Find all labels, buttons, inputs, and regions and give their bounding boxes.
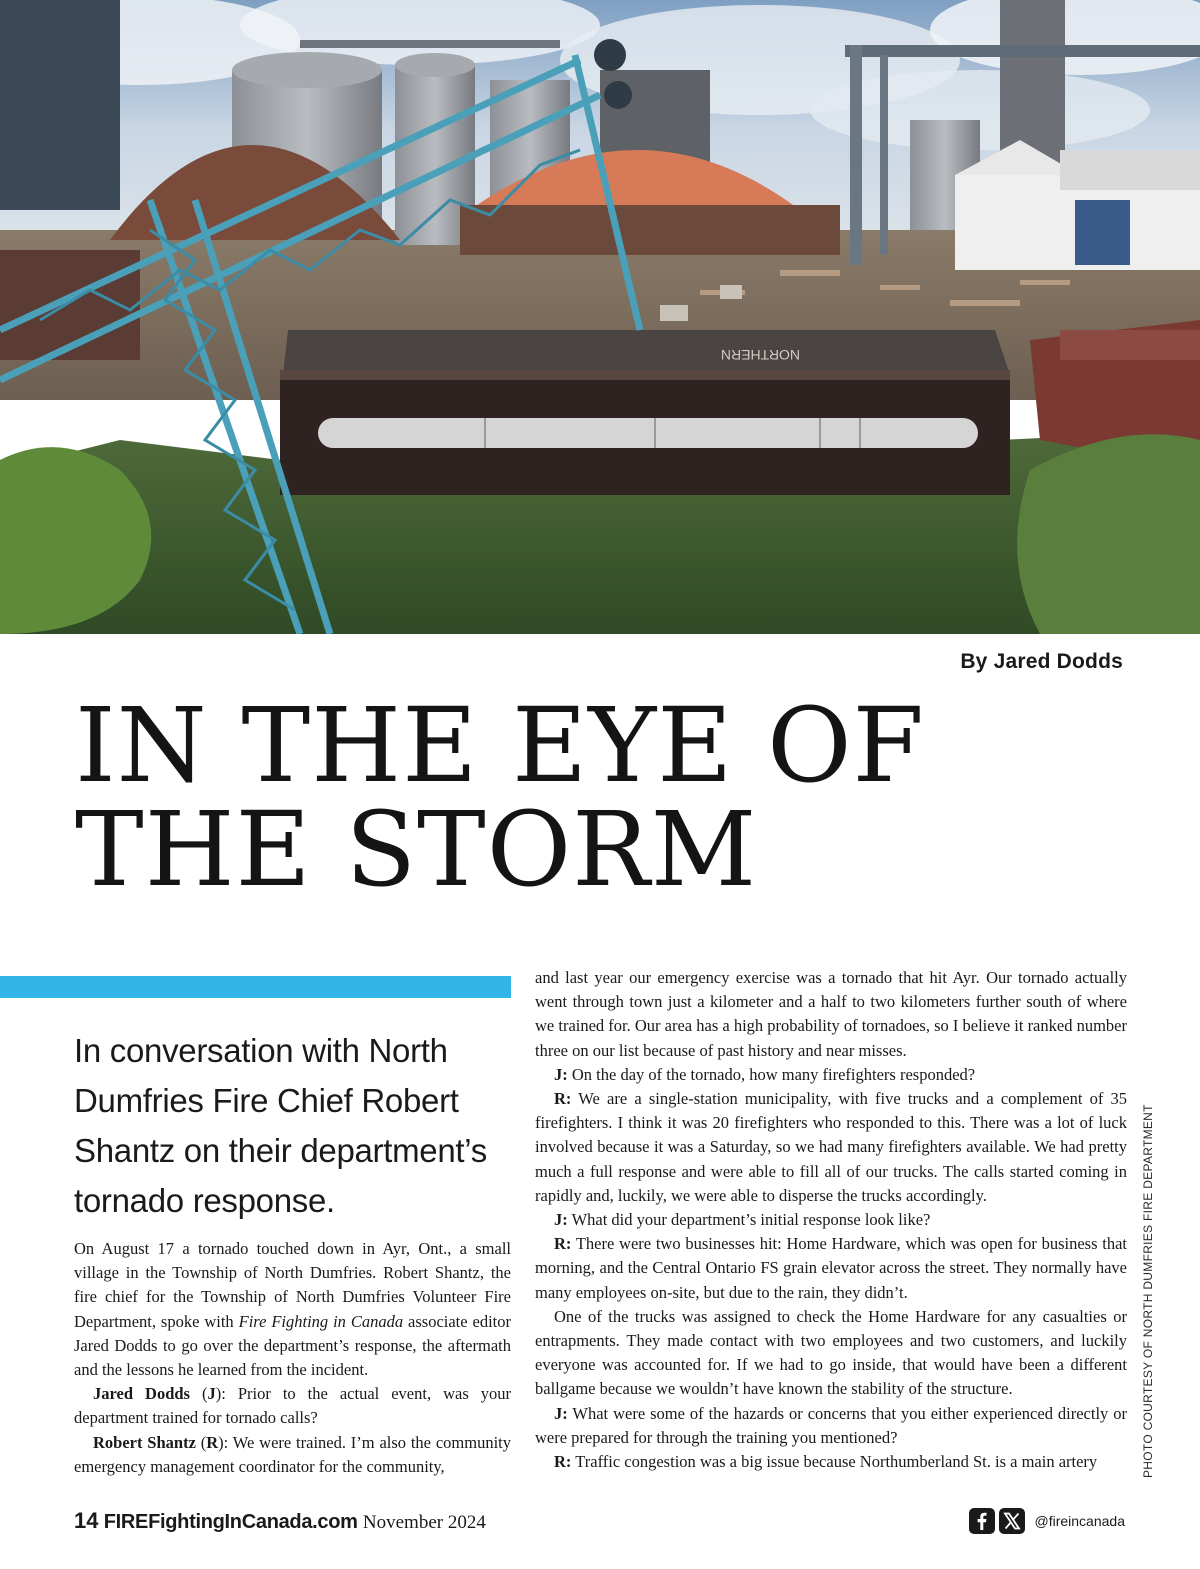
question-paragraph bbox=[535, 1063, 1127, 1087]
facebook-icon[interactable] bbox=[969, 1508, 995, 1534]
question-paragraph bbox=[535, 1208, 1127, 1232]
publication-name: Fire Fighting in Canada bbox=[238, 1311, 404, 1331]
body-paragraph: One of the trucks was assigned to check the Home Hardware for any casualties or entrapments. They made contact with two employees and two customers, and luckily everyone was accounted for. If we had to go inside, that would have been a different ballgame because we wouldn’t have known the stability of the structure. bbox=[535, 1306, 1127, 1399]
accent-bar bbox=[0, 976, 511, 998]
question-text: What were some of the hazards or concerns that you either experienced directly or were prepared for through the training you mentioned? bbox=[535, 1403, 1127, 1447]
speaker-label: J: bbox=[554, 1064, 568, 1084]
answer-paragraph bbox=[535, 1232, 1127, 1305]
paren-close: ) bbox=[218, 1432, 224, 1452]
issue-date: November 2024 bbox=[362, 1512, 486, 1533]
social-links bbox=[969, 1508, 1126, 1534]
speaker-label: J: bbox=[554, 1403, 568, 1423]
tornado-damage-photo bbox=[0, 0, 1200, 634]
intro-paragraph bbox=[74, 1237, 511, 1382]
headline-line-2: THE STORM bbox=[75, 790, 758, 910]
speaker-label: J: bbox=[554, 1210, 568, 1230]
speaker-label: R: bbox=[554, 1234, 572, 1254]
speaker-label: R: bbox=[554, 1089, 572, 1109]
intro-text-a: On August 17 a tornado touched down in Ayr, Ont., a small village in the Township of North Dumfries. Robert Shantz, the fire chief for the Township of North Dumfries Volunteer Fire Department, spoke with bbox=[74, 1239, 511, 1331]
answer-text: Traffic congestion was a big issue because Northumberland St. is a main artery bbox=[571, 1452, 1098, 1472]
page-footer bbox=[74, 1508, 486, 1534]
interviewee-initial: R bbox=[206, 1432, 219, 1452]
answer-text: There were two businesses hit: Home Hardware, which was open for business that morning, and the Central Ontario FS grain elevator across the street. They normally have many employees on-site, but due to the rain, they didn’t. bbox=[535, 1234, 1127, 1302]
answer-continued: and last year our emergency exercise was a tornado that hit Ayr. Our tornado actually went through town just a kilometer and a half to two kilometers further south of where we trained for. Our area has a high probability of tornadoes, so I believe it ranked number three on our list because of past history and near misses. bbox=[535, 968, 1127, 1060]
paren-open: ( bbox=[195, 1432, 207, 1452]
question-text: : Prior to the actual event, was your department trained for tornado calls? bbox=[74, 1384, 511, 1428]
interviewee-name: Robert Shantz bbox=[93, 1432, 196, 1452]
hero-photo bbox=[0, 0, 1200, 634]
answer-text: We are a single-station municipality, with five trucks and a complement of 35 firefighters. I think it was 20 firefighters who responded to this. There was a lot of luck involved because it was a Saturday, so we had many firefighters available. We had pretty much a full response and were able to fill all of our trucks. The calls started coming in rapidly and, luckily, we were able to disperse the trucks accordingly. bbox=[535, 1089, 1127, 1205]
photo-credit: PHOTO COURTESY OF NORTH DUMFRIES FIRE DEPARTMENT bbox=[1141, 1104, 1155, 1478]
question-text: What did your department’s initial response look like? bbox=[567, 1210, 931, 1230]
x-icon[interactable] bbox=[999, 1508, 1025, 1534]
body-column-right bbox=[535, 966, 1127, 1474]
question-text: On the day of the tornado, how many firefighters responded? bbox=[567, 1064, 976, 1084]
byline: By Jared Dodds bbox=[960, 650, 1123, 673]
social-handle[interactable]: @fireincanada bbox=[1034, 1513, 1125, 1529]
answer-text: : We were trained. I’m also the community emergency management coordinator for the community, bbox=[74, 1432, 511, 1476]
article-deck: In conversation with North Dumfries Fire Chief Robert Shantz on their department’s tornado response. bbox=[74, 1032, 487, 1219]
paren-open: ( bbox=[189, 1384, 208, 1404]
railcar-lettering: NORTHERN bbox=[720, 347, 800, 363]
question-paragraph bbox=[74, 1382, 511, 1430]
article-headline bbox=[75, 686, 1075, 910]
answer-paragraph bbox=[535, 1450, 1127, 1474]
speaker-label: R: bbox=[554, 1452, 572, 1472]
paren-close: ) bbox=[215, 1384, 222, 1404]
page-number: 14 bbox=[74, 1508, 99, 1533]
interviewer-name: Jared Dodds bbox=[93, 1384, 190, 1404]
intro-text-b: associate editor Jared Dodds to go over the department’s response, the aftermath and the lessons he learned from the incident. bbox=[74, 1311, 511, 1380]
site-url[interactable]: FIREFightingInCanada.com bbox=[103, 1511, 358, 1533]
body-column-left bbox=[74, 1237, 511, 1479]
answer-paragraph bbox=[535, 1087, 1127, 1208]
interviewer-initial: J bbox=[207, 1384, 216, 1404]
answer-paragraph bbox=[74, 1431, 511, 1479]
question-paragraph bbox=[535, 1402, 1127, 1450]
headline-line-1: IN THE EYE OF bbox=[75, 686, 926, 806]
